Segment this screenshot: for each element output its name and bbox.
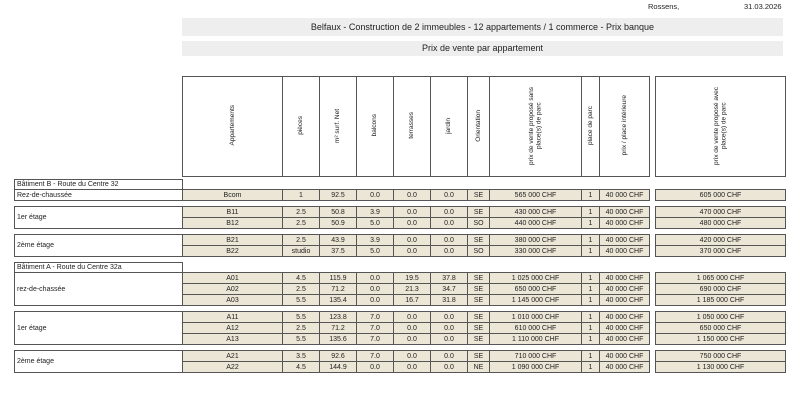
cell-surface: 92.5 [320,190,357,201]
cell-garden: 0.0 [431,362,468,373]
cell-price-without-parking: 440 000 CHF [490,218,582,229]
col-garden: jardin [431,77,468,177]
cell-garden: 0.0 [431,218,468,229]
cell-price-without-parking: 565 000 CHF [490,190,582,201]
cell-price-without-parking: 1 110 000 CHF [490,334,582,345]
cell-parking-price: 40 000 CHF [600,334,650,345]
cell-parking-price: 40 000 CHF [600,273,650,284]
cell-orientation: SE [468,323,490,334]
cell-parking-count: 1 [582,273,600,284]
cell-terraces: 0.0 [394,218,431,229]
table-row [15,273,786,284]
cell-price-with-parking: 370 000 CHF [656,246,786,257]
building-row [15,180,786,190]
cell-orientation: SE [468,284,490,295]
cell-rooms: 4.5 [283,273,320,284]
cell-rooms: 5.5 [283,295,320,306]
cell-parking-count: 1 [582,207,600,218]
cell-terraces: 0.0 [394,362,431,373]
cell-apartment: A21 [183,351,283,362]
cell-balconies: 3.9 [357,235,394,246]
price-table [14,76,786,373]
cell-balconies: 0.0 [357,190,394,201]
cell-price-with-parking: 1 065 000 CHF [656,273,786,284]
cell-surface: 71.2 [320,323,357,334]
cell-price-without-parking: 710 000 CHF [490,351,582,362]
cell-orientation: SE [468,207,490,218]
cell-terraces: 0.0 [394,323,431,334]
cell-rooms: 2.5 [283,218,320,229]
cell-parking-count: 1 [582,312,600,323]
floor-label: 2ème étage [15,235,183,257]
building-name: Bâtiment A - Route du Centre 32a [15,263,183,273]
cell-rooms: 2.5 [283,235,320,246]
cell-surface: 43.9 [320,235,357,246]
cell-orientation: SE [468,351,490,362]
document-subtitle: Prix de vente par appartement [182,41,783,56]
cell-price-with-parking: 650 000 CHF [656,323,786,334]
cell-rooms: studio [283,246,320,257]
cell-apartment: A02 [183,284,283,295]
cell-garden: 0.0 [431,334,468,345]
header-date: 31.03.2026 [744,2,782,11]
cell-surface: 50.9 [320,218,357,229]
floor-label: 1er étage [15,207,183,229]
cell-rooms: 1 [283,190,320,201]
cell-apartment: A22 [183,362,283,373]
cell-price-without-parking: 1 025 000 CHF [490,273,582,284]
cell-balconies: 7.0 [357,334,394,345]
floor-label: 1er étage [15,312,183,345]
table-row [15,351,786,362]
col-apartments: Appartements [183,77,283,177]
cell-balconies: 7.0 [357,312,394,323]
cell-rooms: 4.5 [283,362,320,373]
cell-surface: 135.4 [320,295,357,306]
cell-apartment: A13 [183,334,283,345]
cell-garden: 0.0 [431,246,468,257]
col-terraces: terrasses [394,77,431,177]
cell-garden: 37.8 [431,273,468,284]
cell-price-without-parking: 1 010 000 CHF [490,312,582,323]
column-header-row [15,77,786,177]
cell-balconies: 3.9 [357,207,394,218]
col-price-without-parking: prix de vente proposé sans place(s) de parc [490,77,582,177]
cell-parking-count: 1 [582,295,600,306]
cell-price-without-parking: 430 000 CHF [490,207,582,218]
header-place: Rossens, [648,2,680,11]
cell-orientation: NE [468,362,490,373]
building-name: Bâtiment B - Route du Centre 32 [15,180,183,190]
cell-price-without-parking: 330 000 CHF [490,246,582,257]
cell-orientation: SO [468,246,490,257]
cell-garden: 0.0 [431,351,468,362]
cell-apartment: A12 [183,323,283,334]
cell-rooms: 3.5 [283,351,320,362]
cell-parking-price: 40 000 CHF [600,190,650,201]
cell-parking-price: 40 000 CHF [600,295,650,306]
cell-rooms: 5.5 [283,312,320,323]
cell-parking-count: 1 [582,284,600,295]
cell-surface: 37.5 [320,246,357,257]
cell-parking-price: 40 000 CHF [600,284,650,295]
cell-orientation: SE [468,235,490,246]
cell-apartment: B12 [183,218,283,229]
table-row [15,235,786,246]
cell-balconies: 0.0 [357,362,394,373]
cell-parking-price: 40 000 CHF [600,351,650,362]
cell-terraces: 21.3 [394,284,431,295]
cell-apartment: B21 [183,235,283,246]
col-rooms: pièces [283,77,320,177]
cell-apartment: Bcom [183,190,283,201]
cell-garden: 31.8 [431,295,468,306]
cell-apartment: A03 [183,295,283,306]
cell-terraces: 16.7 [394,295,431,306]
cell-parking-price: 40 000 CHF [600,207,650,218]
cell-price-without-parking: 610 000 CHF [490,323,582,334]
cell-orientation: SE [468,295,490,306]
cell-garden: 34.7 [431,284,468,295]
cell-parking-count: 1 [582,190,600,201]
building-row [15,263,786,273]
cell-surface: 115.9 [320,273,357,284]
cell-parking-count: 1 [582,362,600,373]
cell-price-without-parking: 650 000 CHF [490,284,582,295]
cell-balconies: 5.0 [357,218,394,229]
floor-label: 2ème étage [15,351,183,373]
cell-parking-count: 1 [582,323,600,334]
cell-orientation: SO [468,218,490,229]
cell-apartment: B22 [183,246,283,257]
cell-parking-price: 40 000 CHF [600,246,650,257]
table-row [15,207,786,218]
cell-apartment: B11 [183,207,283,218]
cell-balconies: 0.0 [357,273,394,284]
cell-rooms: 2.5 [283,207,320,218]
cell-apartment: A11 [183,312,283,323]
cell-rooms: 5.5 [283,334,320,345]
cell-price-without-parking: 1 145 000 CHF [490,295,582,306]
col-parking: place de parc [582,77,600,177]
cell-orientation: SE [468,312,490,323]
cell-terraces: 0.0 [394,207,431,218]
cell-garden: 0.0 [431,190,468,201]
cell-parking-count: 1 [582,246,600,257]
floor-label: Rez-de-chaussée [15,190,183,201]
cell-parking-count: 1 [582,235,600,246]
cell-terraces: 0.0 [394,351,431,362]
col-balconies: balcons [357,77,394,177]
col-orientation: Orientation [468,77,490,177]
document-title: Belfaux - Construction de 2 immeubles - 12 appartements / 1 commerce - Prix banque [182,18,783,36]
cell-price-without-parking: 380 000 CHF [490,235,582,246]
cell-parking-count: 1 [582,218,600,229]
cell-terraces: 0.0 [394,235,431,246]
cell-balconies: 5.0 [357,246,394,257]
cell-price-with-parking: 420 000 CHF [656,235,786,246]
cell-surface: 144.9 [320,362,357,373]
cell-price-with-parking: 1 185 000 CHF [656,295,786,306]
col-parking-price: prix / place intérieure [600,77,650,177]
cell-price-without-parking: 1 090 000 CHF [490,362,582,373]
cell-price-with-parking: 1 130 000 CHF [656,362,786,373]
cell-price-with-parking: 1 150 000 CHF [656,334,786,345]
table-row [15,312,786,323]
cell-rooms: 2.5 [283,323,320,334]
cell-parking-price: 40 000 CHF [600,312,650,323]
cell-price-with-parking: 690 000 CHF [656,284,786,295]
table-row [15,190,786,201]
cell-price-with-parking: 470 000 CHF [656,207,786,218]
cell-parking-price: 40 000 CHF [600,218,650,229]
cell-orientation: SE [468,190,490,201]
cell-terraces: 0.0 [394,190,431,201]
cell-terraces: 19.5 [394,273,431,284]
cell-surface: 92.6 [320,351,357,362]
cell-apartment: A01 [183,273,283,284]
cell-orientation: SE [468,273,490,284]
cell-terraces: 0.0 [394,334,431,345]
cell-parking-count: 1 [582,351,600,362]
cell-surface: 123.8 [320,312,357,323]
cell-garden: 0.0 [431,235,468,246]
cell-surface: 135.6 [320,334,357,345]
cell-parking-price: 40 000 CHF [600,323,650,334]
floor-label: rez-de-chassée [15,273,183,306]
cell-balconies: 0.0 [357,295,394,306]
cell-garden: 0.0 [431,207,468,218]
cell-garden: 0.0 [431,323,468,334]
cell-balconies: 0.0 [357,284,394,295]
cell-rooms: 2.5 [283,284,320,295]
cell-surface: 50.8 [320,207,357,218]
cell-parking-price: 40 000 CHF [600,362,650,373]
cell-price-with-parking: 480 000 CHF [656,218,786,229]
cell-terraces: 0.0 [394,246,431,257]
cell-orientation: SE [468,334,490,345]
cell-price-with-parking: 1 050 000 CHF [656,312,786,323]
cell-garden: 0.0 [431,312,468,323]
col-surface: m² surf. Net [320,77,357,177]
cell-parking-price: 40 000 CHF [600,235,650,246]
cell-terraces: 0.0 [394,312,431,323]
cell-price-with-parking: 750 000 CHF [656,351,786,362]
cell-price-with-parking: 605 000 CHF [656,190,786,201]
cell-balconies: 7.0 [357,351,394,362]
col-price-with-parking: prix de vente proposé avec place(s) de parc [656,77,786,177]
cell-parking-count: 1 [582,334,600,345]
cell-surface: 71.2 [320,284,357,295]
cell-balconies: 7.0 [357,323,394,334]
